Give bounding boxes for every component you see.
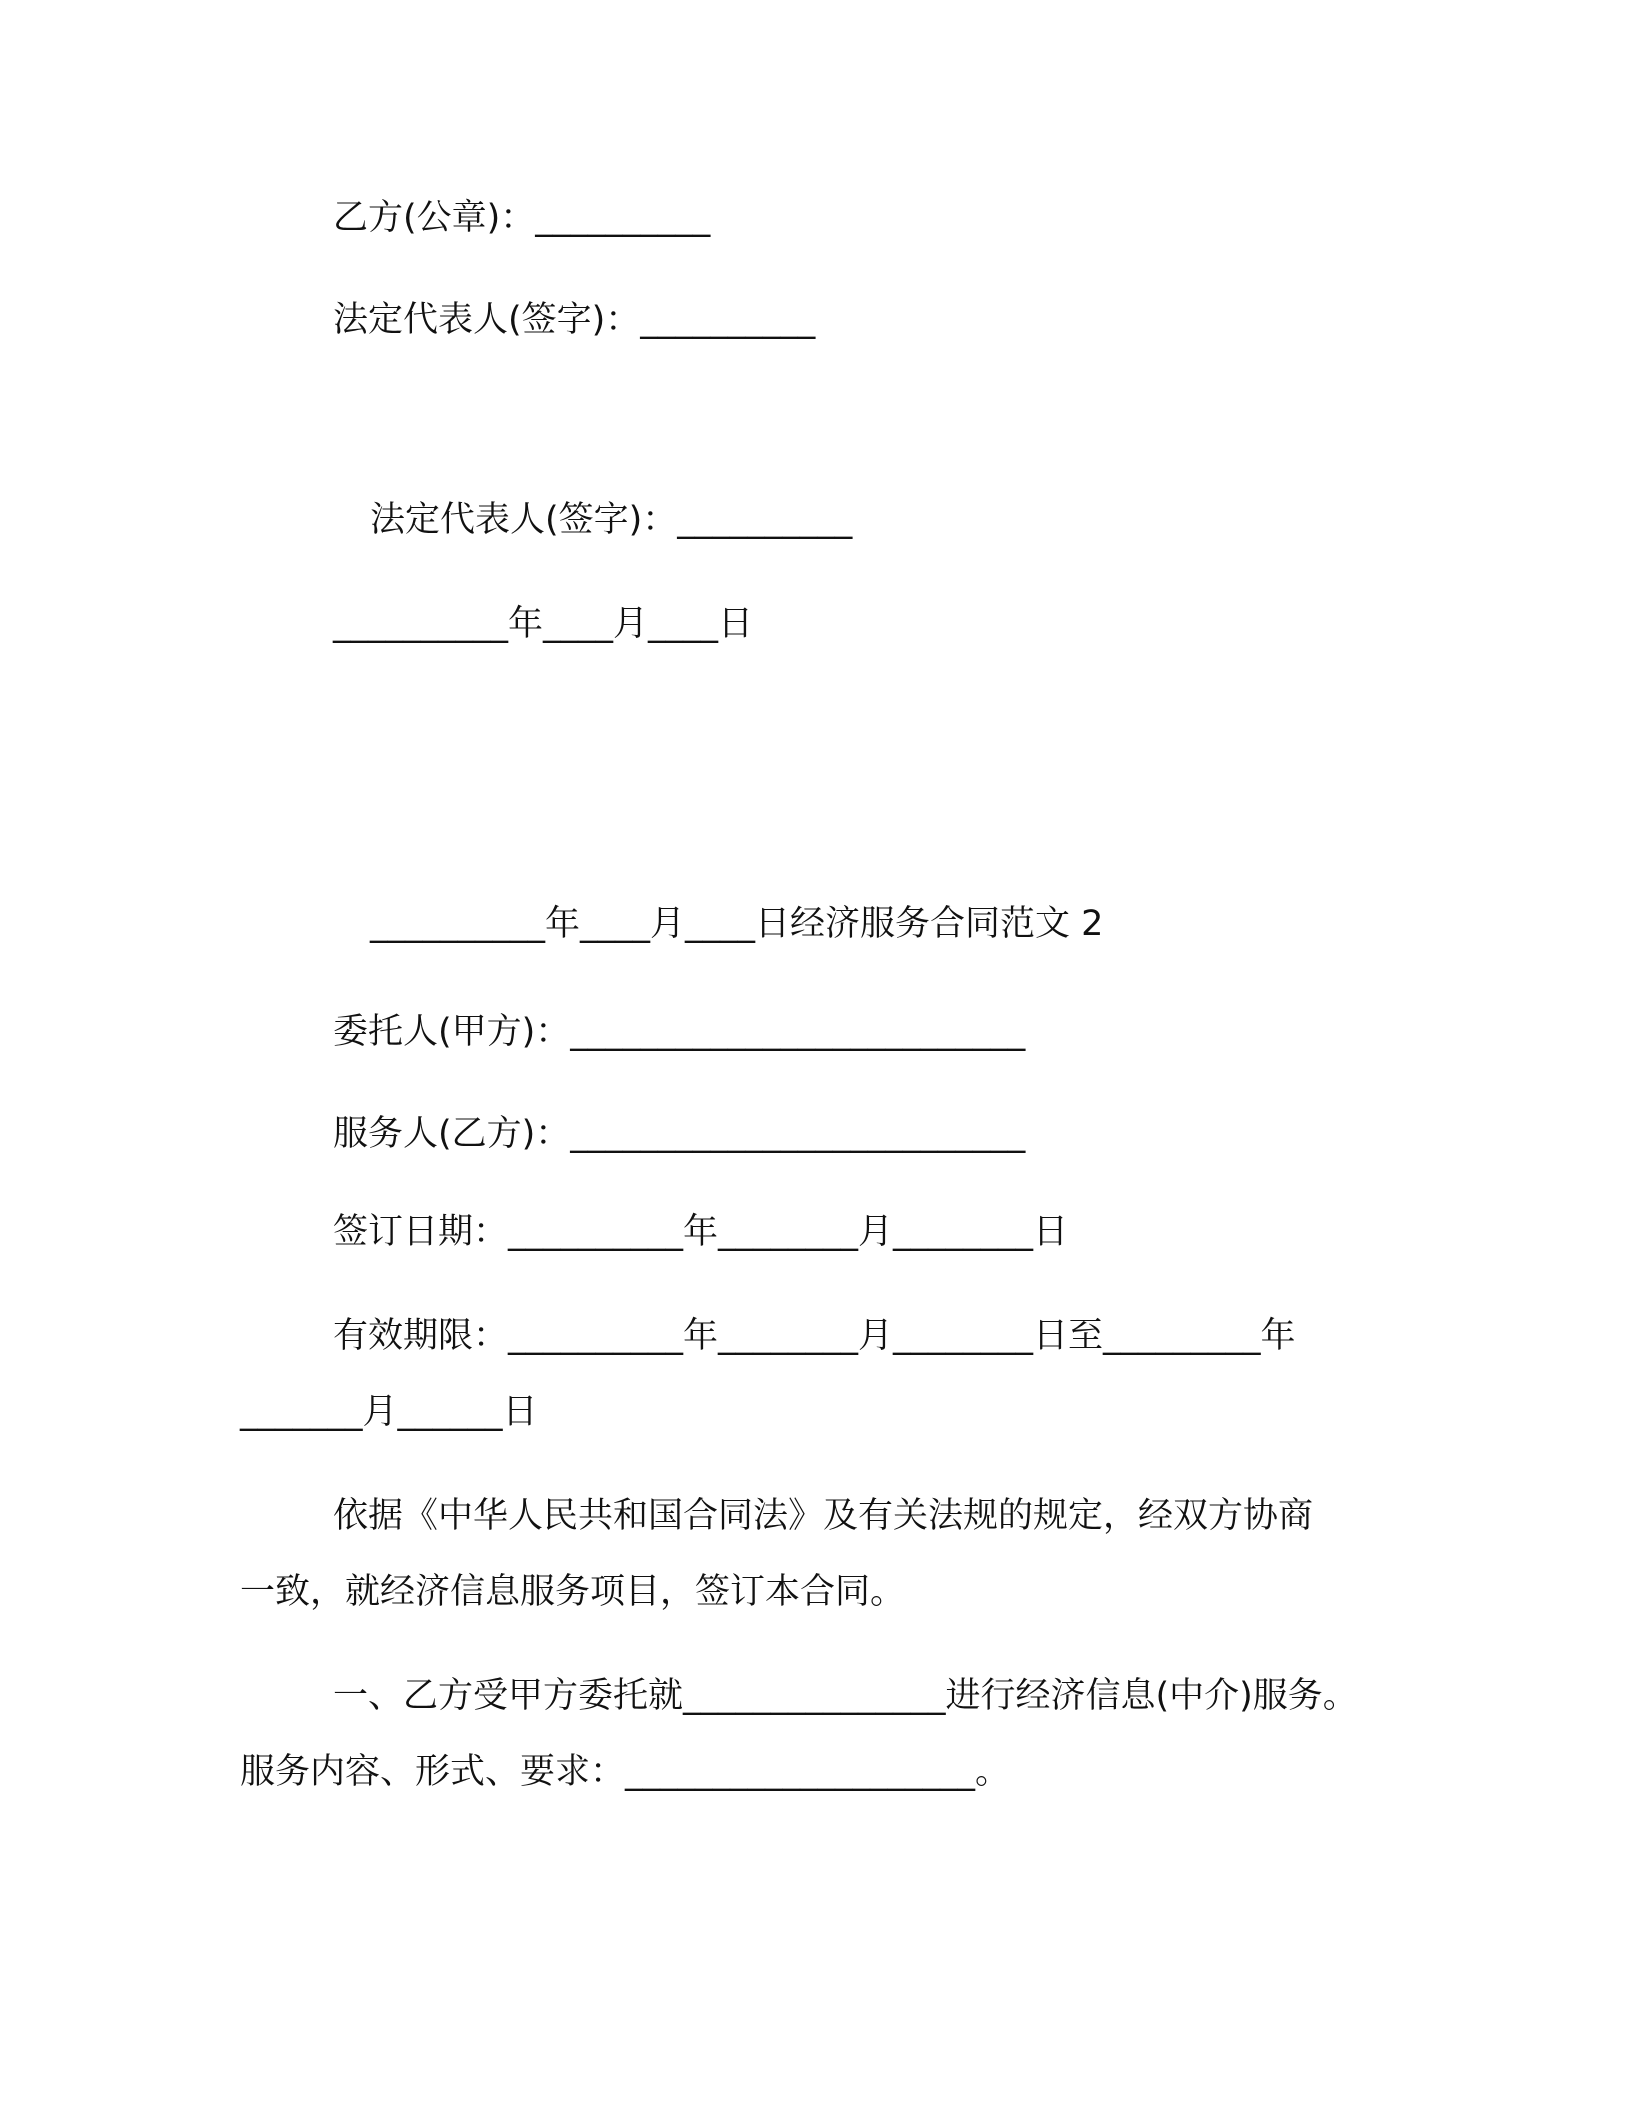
signing-date-line: 签订日期：__________年________月________日 [333,1212,1069,1252]
clause-1-paragraph-continued: 服务内容、形式、要求：____________________。 [240,1752,1011,1792]
validity-period-line-continued: _______月______日 [240,1392,538,1432]
contract-title: __________年____月____日经济服务合同范文 2 [370,904,1104,944]
legal-basis-paragraph-continued: 一致，就经济信息服务项目，签订本合同。 [240,1572,906,1612]
clause-1-paragraph: 一、乙方受甲方委托就_______________进行经济信息(中介)服务。 [333,1676,1358,1716]
validity-period-line: 有效期限：__________年________月________日至_________年 [333,1316,1296,1356]
legal-representative-line: 法定代表人(签字)：__________ [333,300,816,340]
legal-basis-paragraph: 依据《中华人民共和国合同法》及有关法规的规定，经双方协商 [333,1496,1314,1536]
date-line: __________年____月____日 [333,604,754,644]
service-party-b-line: 服务人(乙方)：__________________________ [333,1114,1026,1154]
party-b-seal-line: 乙方(公章)：__________ [333,198,711,238]
legal-representative-line-2: 法定代表人(签字)：__________ [370,500,853,540]
client-party-a-line: 委托人(甲方)：__________________________ [333,1012,1026,1052]
